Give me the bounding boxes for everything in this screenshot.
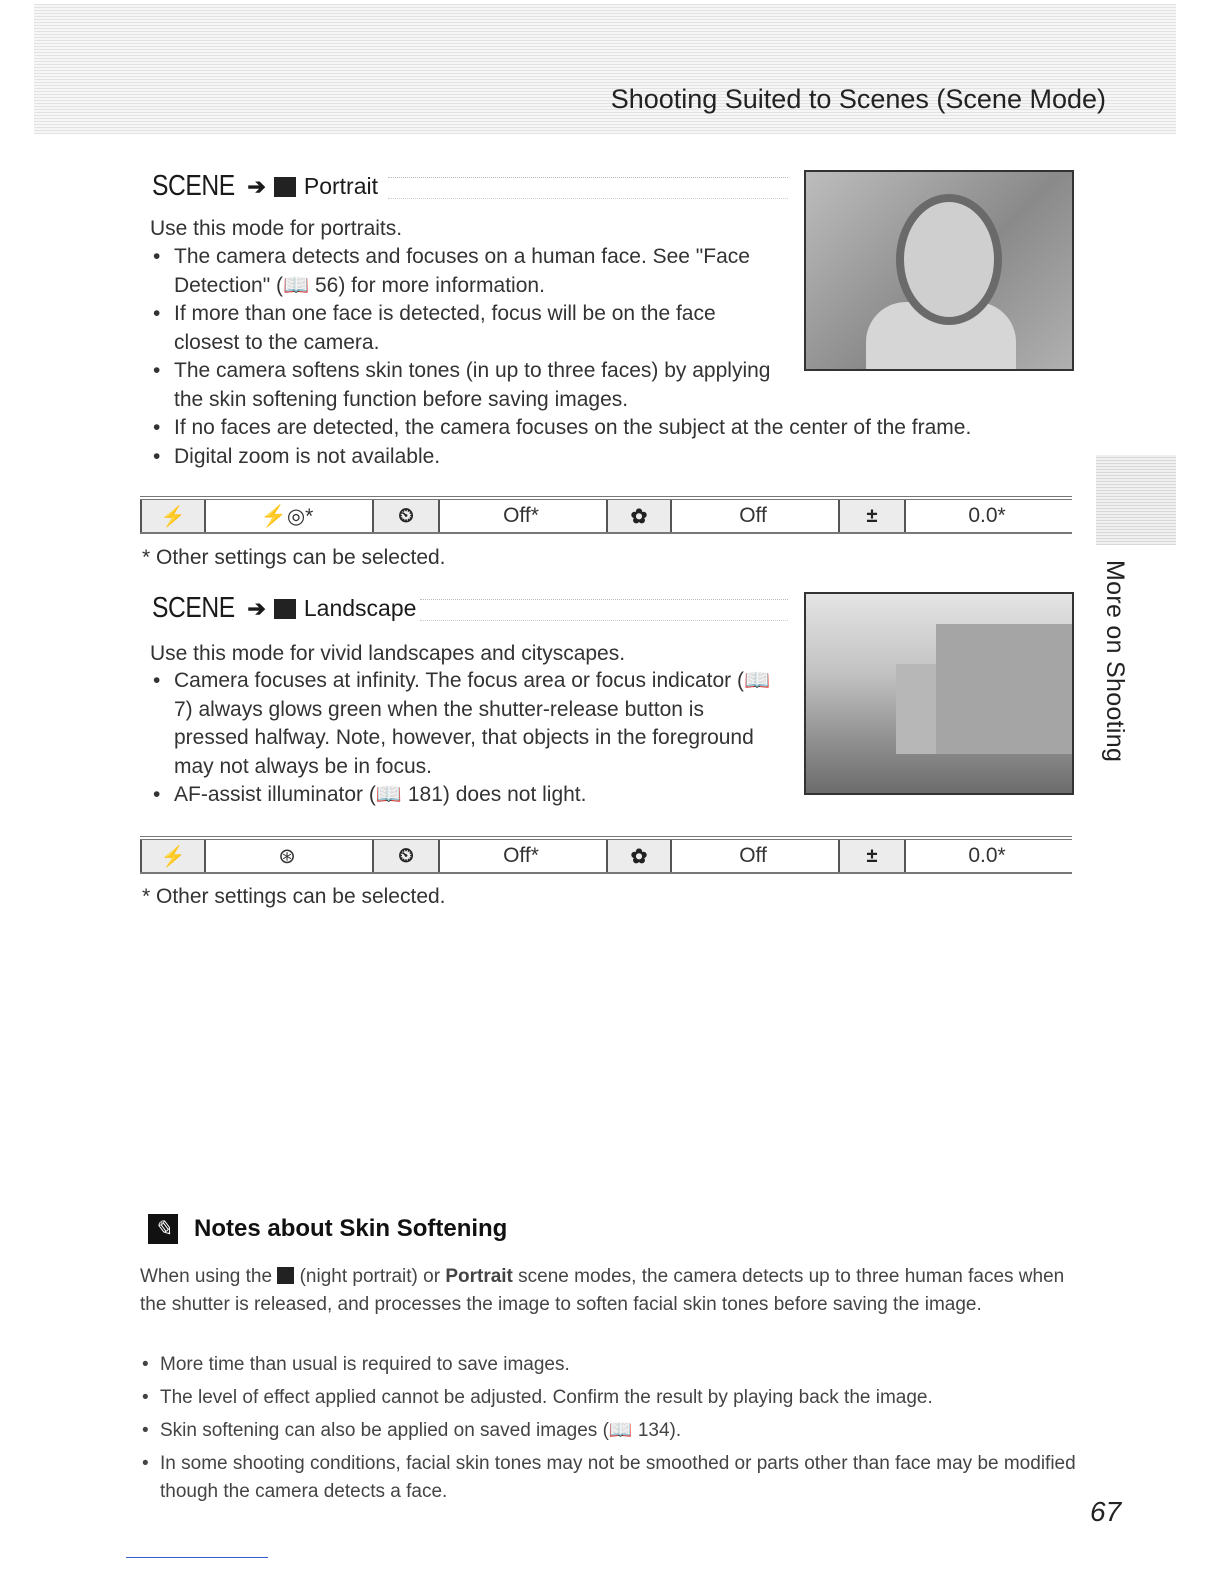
list-item: • The camera detects and focuses on a human face. See "Face Detection" (📖 56) for more information. — [150, 243, 770, 300]
landscape-intro: Use this mode for vivid landscapes and cityscapes. — [150, 642, 626, 665]
exposure-icon: ± — [838, 840, 906, 872]
notes-heading — [148, 1214, 507, 1244]
portrait-icon — [274, 177, 296, 197]
macro-value: Off — [739, 844, 767, 867]
flash-value: ⚡◎* — [260, 504, 314, 528]
landscape-sample-photo — [804, 592, 1074, 795]
notes-paragraph: When using the (night portrait) or Portrait scene modes, the camera detects up to three human faces when the shutter is released, and processes the image to soften facial skin tones before saving the image. — [140, 1266, 1065, 1315]
macro-icon: ✿ — [606, 500, 672, 532]
landscape-footnote: * Other settings can be selected. — [142, 885, 446, 908]
scene-word: SCENE — [152, 170, 235, 202]
scene-word: SCENE — [152, 592, 235, 624]
arrow-icon: ➔ — [247, 595, 266, 621]
side-tab-marker — [1096, 455, 1176, 545]
list-item: • In some shooting conditions, facial skin tones may not be smoothed or parts other than face may be modified though the camera detects a face. — [140, 1450, 1080, 1506]
macro-icon: ✿ — [606, 840, 672, 872]
portrait-footnote: * Other settings can be selected. — [142, 546, 446, 569]
night-portrait-icon — [277, 1267, 294, 1284]
flash-value: ⊛ — [278, 844, 296, 868]
portrait-heading — [152, 170, 378, 203]
flash-icon: ⚡ — [140, 840, 206, 872]
self-timer-value: Off* — [503, 844, 539, 867]
footer-rule — [126, 1557, 268, 1558]
list-item: • If more than one face is detected, focus will be on the face closest to the camera. — [150, 300, 770, 357]
list-item: • More time than usual is required to save images. — [140, 1351, 1080, 1379]
header-band — [34, 4, 1176, 134]
side-tab-label: More on Shooting — [1101, 560, 1129, 763]
portrait-sample-photo — [804, 170, 1074, 371]
landscape-mode-name: Landscape — [303, 595, 417, 621]
self-timer-icon: ⏲ — [372, 840, 440, 872]
exposure-value: 0.0* — [968, 504, 1006, 527]
self-timer-value: Off* — [503, 504, 539, 527]
notes-list — [140, 1351, 1080, 1511]
landscape-icon — [274, 599, 296, 619]
list-item: • The level of effect applied cannot be adjusted. Confirm the result by playing back the image. — [140, 1384, 1080, 1412]
list-item: • Digital zoom is not available. — [150, 443, 1070, 472]
exposure-value: 0.0* — [968, 844, 1006, 867]
page-header-title: Shooting Suited to Scenes (Scene Mode) — [610, 84, 1106, 114]
portrait-bullets — [150, 243, 770, 414]
heading-dots — [420, 599, 788, 621]
exposure-icon: ± — [838, 500, 906, 532]
macro-value: Off — [739, 504, 767, 527]
list-item: • The camera softens skin tones (in up to three faces) by applying the skin softening function before saving images. — [150, 357, 774, 414]
pencil-note-icon: ✎ — [148, 1214, 178, 1244]
list-item: • Camera focuses at infinity. The focus area or focus indicator (📖 7) always glows green when the shutter-release button is pressed halfway. Note, however, that objects in the foreground may not always be in focus. — [150, 667, 780, 781]
page-number: 67 — [1090, 1496, 1122, 1527]
portrait-settings-table — [140, 496, 1072, 534]
heading-dots — [388, 177, 788, 199]
landscape-settings-table — [140, 836, 1072, 874]
arrow-icon: ➔ — [247, 173, 266, 199]
portrait-mode-name: Portrait — [303, 173, 378, 199]
list-item: • Skin softening can also be applied on saved images (📖 134). — [140, 1417, 1080, 1445]
flash-icon: ⚡ — [140, 500, 206, 532]
landscape-bullets — [150, 667, 780, 810]
portrait-bullets-wide — [150, 414, 1070, 471]
list-item: • AF-assist illuminator (📖 181) does not light. — [150, 781, 780, 810]
self-timer-icon: ⏲ — [372, 500, 440, 532]
portrait-intro: Use this mode for portraits. — [150, 217, 403, 240]
landscape-heading — [152, 592, 416, 625]
notes-title: Notes about Skin Softening — [194, 1215, 508, 1242]
list-item: • If no faces are detected, the camera focuses on the subject at the center of the frame. — [150, 414, 1070, 443]
